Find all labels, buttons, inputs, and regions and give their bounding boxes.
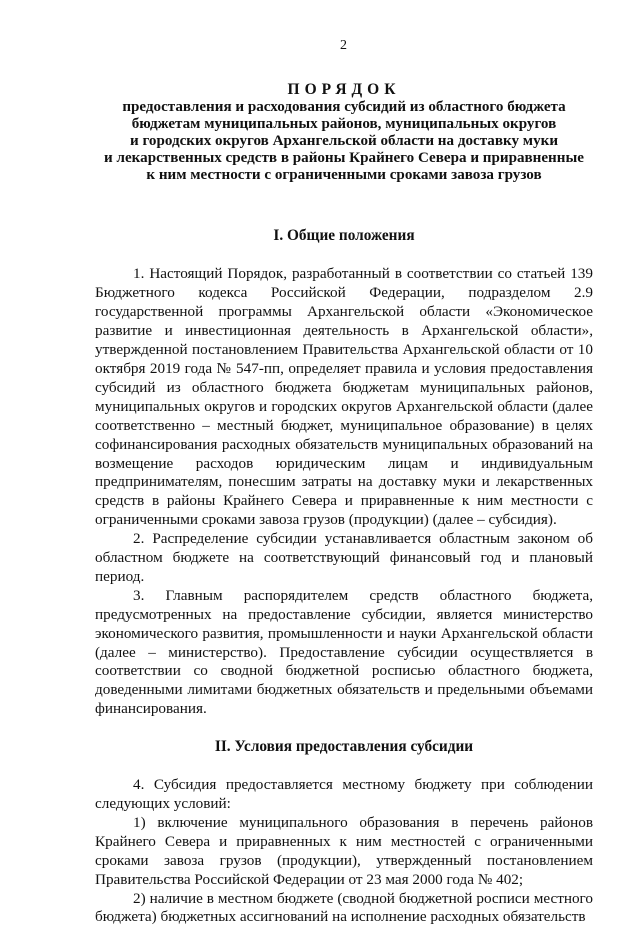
subtitle-line: к ним местности с ограниченными сроками завоза грузов [146, 166, 542, 183]
document-title-block [95, 80, 593, 184]
page-number: 2 [340, 38, 347, 53]
paragraph-item-1: 1. Настоящий Порядок, разработанный в соответствии со статьей 139 Бюджетного кодекса Российской Федерации, подразделом 2.9 государственной программы Архангельской области «Экономическое развитие и инвестиционная деятельность в Архангельской области», утвержденной постановлением Правительства Архангельской области от 10 октября 2019 года № 547-пп, определяет правила и условия предоставления субсидий из областного бюджета бюджетам муниципальных районов, муниципальных округов и городских округов Архангельской области (далее соответственно – местный бюджет, муниципальное образование) в целях софинансирования расходных обязательств муниципальных образований на возмещение расходов юридическим лицам и индивидуальным предпринимателям, понесшим затраты на доставку муки и лекарственных средств в районы Крайнего Севера и приравненные к ним местности с ограниченными сроками завоза грузов (продукции) (далее – субсидия). [95, 265, 593, 529]
paragraph-item-2: 2. Распределение субсидии устанавливается областным законом об областном бюджете на соответствующий финансовый год и плановый период. [95, 530, 593, 585]
paragraph-item-3: 3. Главным распорядителем средств областного бюджета, предусмотренных на предоставление субсидии, является министерство экономического развития, промышленности и науки Архангельской области (далее – министерство). Предоставление субсидии осуществляется в соответствии со сводной бюджетной росписью областного бюджета, доведенными лимитами бюджетных обязательств и предельными объемами финансирования. [95, 586, 593, 718]
subtitle-line: предоставления и расходования субсидий из областного бюджета [122, 99, 566, 115]
subtitle-line: и городских округов Архангельской области на доставку муки [129, 132, 559, 149]
document-title: ПОРЯДОК [287, 81, 401, 98]
document-subtitle [95, 99, 593, 184]
paragraph-subitem-2: 2) наличие в местном бюджете (сводной бюджетной росписи местного бюджета) бюджетных ассигнований на исполнение расходных обязательств [95, 889, 593, 926]
paragraph-subitem-1: 1) включение муниципального образования в перечень районов Крайнего Севера и приравненных к ним местностей с ограниченными сроками завоза грузов (продукции), утвержденный постановлением Правительства Российской Федерации от 23 мая 2000 года № 402; [95, 813, 593, 888]
subtitle-line: бюджетам муниципальных районов, муниципальных округов [131, 115, 557, 132]
paragraph-item-4: 4. Субсидия предоставляется местному бюджету при соблюдении следующих условий: [95, 776, 593, 812]
subtitle-line: и лекарственных средств в районы Крайнего Севера и приравненные [104, 149, 584, 166]
section-heading-general-provisions: I. Общие положения [273, 226, 415, 244]
section-heading-subsidy-conditions: II. Условия предоставления субсидии [214, 738, 474, 756]
